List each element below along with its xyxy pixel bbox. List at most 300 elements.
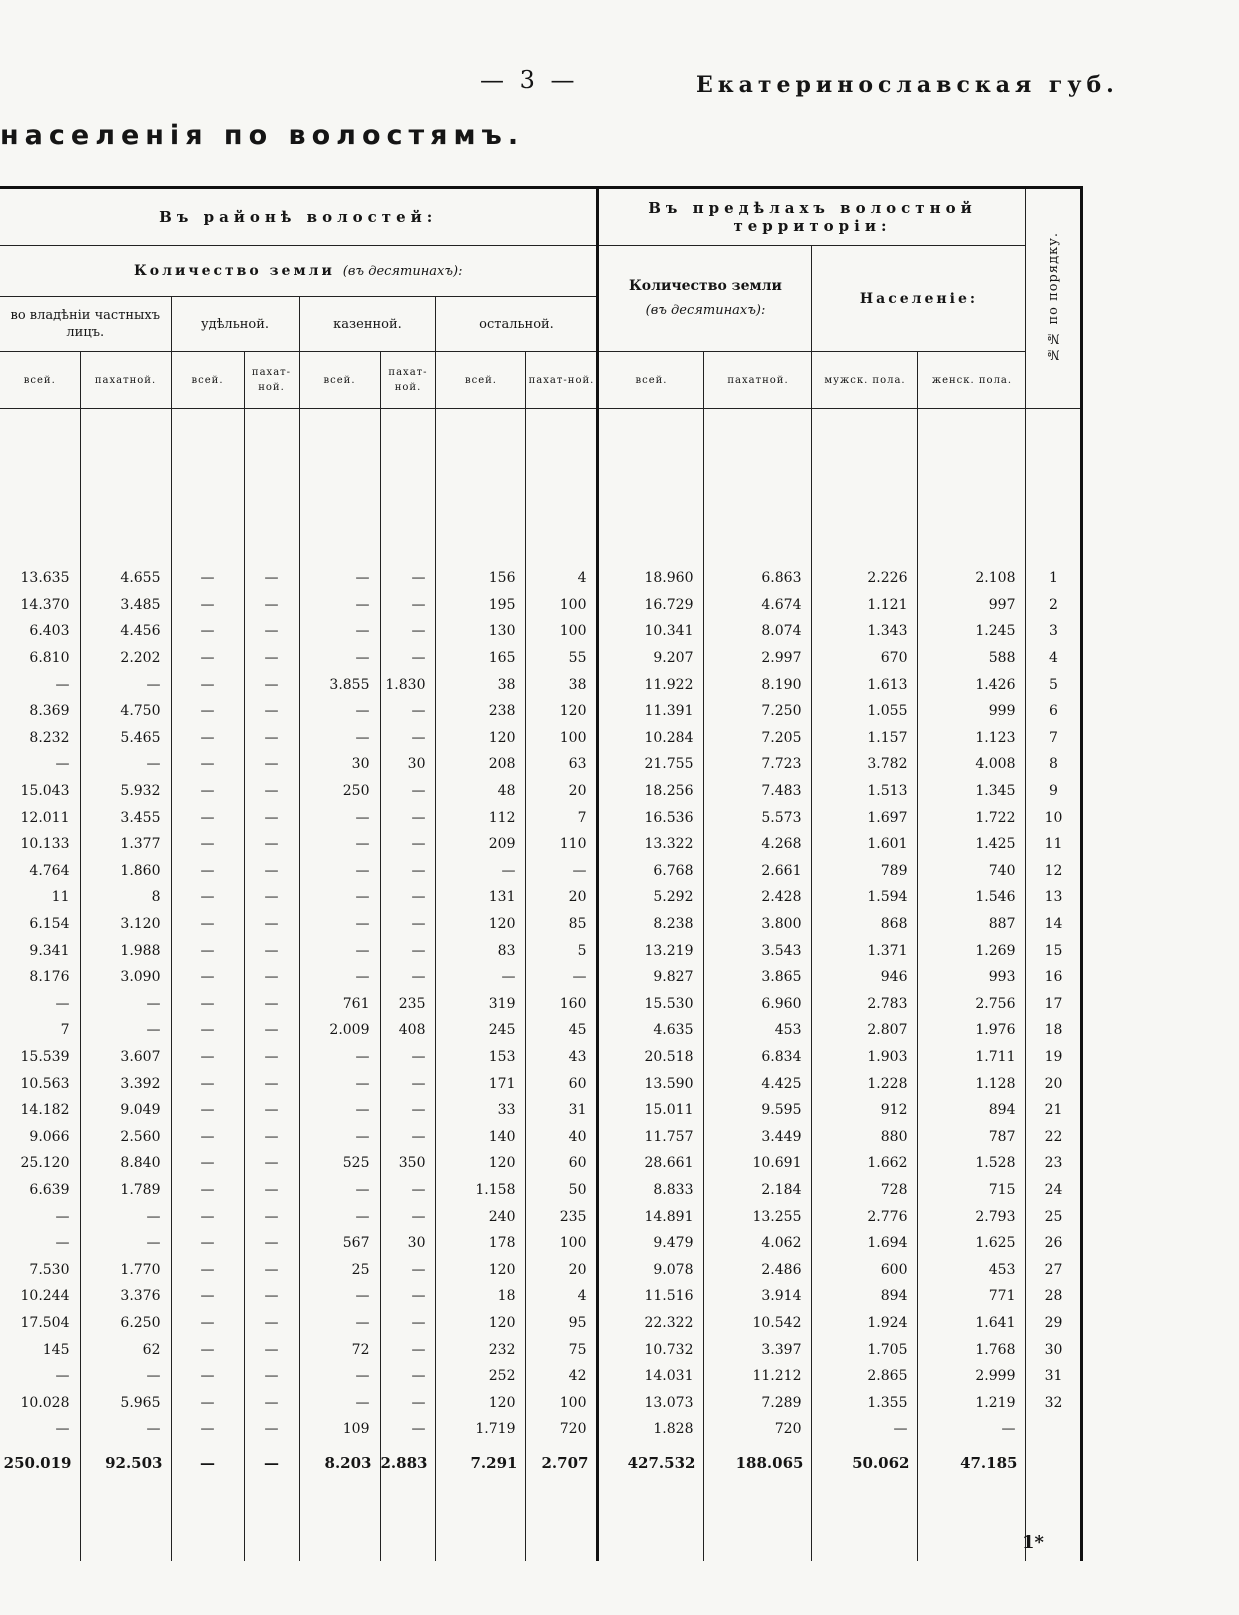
table-cell: 1.128 <box>918 1070 1026 1097</box>
table-cell: 1.377 <box>80 831 171 858</box>
table-cell: 50.062 <box>812 1443 918 1483</box>
table-row <box>0 645 1082 672</box>
table-cell: — <box>171 698 244 725</box>
table-cell: 9.049 <box>80 1097 171 1124</box>
table-cell: — <box>171 1283 244 1310</box>
table-cell: — <box>244 1416 299 1443</box>
table-cell: 11.757 <box>598 1123 704 1150</box>
order-cell: 31 <box>1026 1363 1082 1390</box>
table-cell: — <box>380 1310 436 1337</box>
table-cell: 1.123 <box>918 725 1026 752</box>
order-cell: 29 <box>1026 1310 1082 1337</box>
table-cell: 33 <box>436 1097 526 1124</box>
table-cell: — <box>299 645 380 672</box>
table-cell: 153 <box>436 1044 526 1071</box>
table-cell: 120 <box>436 911 526 938</box>
table-cell: 5 <box>526 937 598 964</box>
table-cell: — <box>299 1177 380 1204</box>
table-cell: 95 <box>526 1310 598 1337</box>
table-cell: — <box>380 858 436 885</box>
table-cell: 6.960 <box>704 991 812 1018</box>
table-cell: — <box>380 1097 436 1124</box>
table-cell: 1.625 <box>918 1230 1026 1257</box>
order-cell: 27 <box>1026 1256 1082 1283</box>
table-cell: 38 <box>436 671 526 698</box>
table-cell: 100 <box>526 592 598 619</box>
table-cell: — <box>171 858 244 885</box>
table-cell: — <box>812 1416 918 1443</box>
sub-heading: всей. <box>436 352 526 409</box>
table-cell: 7.530 <box>29 1261 70 1278</box>
table-cell: 100 <box>526 618 598 645</box>
table-cell: 85 <box>526 911 598 938</box>
table-cell: — <box>244 592 299 619</box>
table-cell: — <box>380 645 436 672</box>
table-cell: 131 <box>436 884 526 911</box>
order-number-heading: №№ по порядку. <box>1026 188 1082 409</box>
table-row <box>0 1310 1082 1337</box>
table-cell: — <box>299 725 380 752</box>
table-cell: 3.855 <box>299 671 380 698</box>
table-cell: 9.479 <box>598 1230 704 1257</box>
table-cell: 120 <box>436 1256 526 1283</box>
table-cell: 4 <box>526 1283 598 1310</box>
table-cell: 156 <box>436 565 526 592</box>
table-cell: — <box>80 671 171 698</box>
table-cell: 15.539 <box>20 1048 70 1065</box>
order-cell: 14 <box>1026 911 1082 938</box>
table-cell: 1.601 <box>812 831 918 858</box>
table-cell: — <box>171 804 244 831</box>
table-cell: 1.924 <box>812 1310 918 1337</box>
table-cell: — <box>299 964 380 991</box>
table-cell: 7.205 <box>704 725 812 752</box>
table-cell: 2.865 <box>812 1363 918 1390</box>
table-cell: 1.371 <box>812 937 918 964</box>
table-cell: — <box>526 964 598 991</box>
table-cell: 1.722 <box>918 804 1026 831</box>
table-cell: — <box>244 858 299 885</box>
table-cell: 9.341 <box>29 942 70 959</box>
table-cell: 715 <box>918 1177 1026 1204</box>
table-cell: 8 <box>80 884 171 911</box>
table-cell: 100 <box>526 1389 598 1416</box>
table-cell: — <box>80 1416 171 1443</box>
table-cell: — <box>171 1150 244 1177</box>
table-cell: — <box>171 1336 244 1363</box>
table-cell: — <box>299 618 380 645</box>
table-cell: — <box>171 1203 244 1230</box>
table-cell: 109 <box>299 1416 380 1443</box>
table-cell: — <box>244 1310 299 1337</box>
table-cell: 3.397 <box>704 1336 812 1363</box>
table-cell: 8.238 <box>598 911 704 938</box>
table-cell: — <box>244 1097 299 1124</box>
table-cell: 235 <box>380 991 436 1018</box>
table-cell: 2.009 <box>299 1017 380 1044</box>
order-cell: 4 <box>1026 645 1082 672</box>
table-cell: 10.244 <box>20 1288 70 1305</box>
table-cell: 1.641 <box>918 1310 1026 1337</box>
table-cell: 1.662 <box>812 1150 918 1177</box>
table-cell: — <box>299 1044 380 1071</box>
table-cell: — <box>299 698 380 725</box>
table-cell: 7 <box>60 1022 70 1039</box>
table-cell: — <box>171 1416 244 1443</box>
table-cell: — <box>55 756 70 773</box>
table-row <box>0 1203 1082 1230</box>
table-cell: — <box>171 1310 244 1337</box>
table-cell: — <box>299 1203 380 1230</box>
table-cell: 18 <box>436 1283 526 1310</box>
table-cell: 1.546 <box>918 884 1026 911</box>
totals-row <box>0 1443 1082 1483</box>
table-cell: 427.532 <box>598 1443 704 1483</box>
table-row <box>0 1070 1082 1097</box>
table-cell: 11.212 <box>704 1363 812 1390</box>
table-row <box>0 565 1082 592</box>
table-cell: 100 <box>526 1230 598 1257</box>
table-cell: — <box>171 645 244 672</box>
table-cell: — <box>171 725 244 752</box>
table-cell: 2.428 <box>704 884 812 911</box>
sub-heading: женск. пола. <box>918 352 1026 409</box>
table-cell: 7.250 <box>704 698 812 725</box>
table-cell: 9.595 <box>704 1097 812 1124</box>
order-cell: 12 <box>1026 858 1082 885</box>
table-cell: — <box>80 751 171 778</box>
order-cell: 15 <box>1026 937 1082 964</box>
table-cell: 1.513 <box>812 778 918 805</box>
land-right-heading: Количество земли (въ десятинахъ): <box>598 246 812 352</box>
table-cell: — <box>171 911 244 938</box>
table-cell: — <box>80 1230 171 1257</box>
table-cell: — <box>171 1070 244 1097</box>
table-cell: 15.043 <box>20 783 70 800</box>
table-cell: 6.250 <box>80 1310 171 1337</box>
table-cell: 1.345 <box>918 778 1026 805</box>
order-cell: 5 <box>1026 671 1082 698</box>
table-cell: 7 <box>526 804 598 831</box>
table-cell: — <box>244 725 299 752</box>
table-cell: 1.425 <box>918 831 1026 858</box>
table-cell: 250 <box>299 778 380 805</box>
table-cell: — <box>244 911 299 938</box>
table-cell: 140 <box>436 1123 526 1150</box>
table-cell: 1.228 <box>812 1070 918 1097</box>
table-cell: — <box>380 1416 436 1443</box>
land-left-heading: Количество земли (въ десятинахъ): <box>0 246 598 297</box>
table-cell: — <box>299 592 380 619</box>
table-cell: — <box>380 565 436 592</box>
table-cell: — <box>244 1283 299 1310</box>
table-cell: 720 <box>526 1416 598 1443</box>
table-cell: 6.768 <box>598 858 704 885</box>
table-cell: 319 <box>436 991 526 1018</box>
table-cell: 45 <box>526 1017 598 1044</box>
table-cell: 92.503 <box>80 1443 171 1483</box>
table-cell: 8.369 <box>29 703 70 720</box>
table-cell: 761 <box>299 991 380 1018</box>
table-cell: 3.376 <box>80 1283 171 1310</box>
table-cell: — <box>380 1123 436 1150</box>
table-row <box>0 1150 1082 1177</box>
table-cell: 10.732 <box>598 1336 704 1363</box>
table-cell: — <box>380 911 436 938</box>
sub-heading: всей. <box>0 352 80 409</box>
table-cell: 728 <box>812 1177 918 1204</box>
sub-heading: пахатной. <box>80 352 171 409</box>
table-cell: 7.291 <box>436 1443 526 1483</box>
table-cell: 5.292 <box>598 884 704 911</box>
table-cell: 3.392 <box>80 1070 171 1097</box>
table-cell: — <box>80 991 171 1018</box>
table-cell: 20 <box>526 778 598 805</box>
table-cell: 235 <box>526 1203 598 1230</box>
table-cell: 4.750 <box>80 698 171 725</box>
table-cell: 3.543 <box>704 937 812 964</box>
table-row <box>0 698 1082 725</box>
table-row <box>0 1389 1082 1416</box>
table-cell: 2.883 <box>380 1443 436 1483</box>
table-row <box>0 991 1082 1018</box>
table-cell: — <box>244 671 299 698</box>
table-cell: 72 <box>299 1336 380 1363</box>
table-cell: 771 <box>918 1283 1026 1310</box>
order-cell: 7 <box>1026 725 1082 752</box>
order-cell: 9 <box>1026 778 1082 805</box>
sub-heading: всей. <box>299 352 380 409</box>
table-row <box>0 937 1082 964</box>
table-cell: 1.158 <box>436 1177 526 1204</box>
table-cell: 145 <box>42 1341 70 1358</box>
table-cell: 1.770 <box>80 1256 171 1283</box>
table-cell: 2.184 <box>704 1177 812 1204</box>
order-cell <box>1026 1443 1082 1483</box>
table-cell: 120 <box>436 1389 526 1416</box>
table-cell: 2.999 <box>918 1363 1026 1390</box>
table-cell: 453 <box>704 1017 812 1044</box>
table-cell: 9.207 <box>598 645 704 672</box>
table-cell: — <box>244 831 299 858</box>
table-cell: — <box>380 1283 436 1310</box>
table-cell: 9.827 <box>598 964 704 991</box>
table-cell: 525 <box>299 1150 380 1177</box>
table-cell: 2.108 <box>918 565 1026 592</box>
table-cell: 195 <box>436 592 526 619</box>
table-cell: 2.807 <box>812 1017 918 1044</box>
table-cell: 7.483 <box>704 778 812 805</box>
order-cell: 24 <box>1026 1177 1082 1204</box>
table-cell: 42 <box>526 1363 598 1390</box>
table-cell: 232 <box>436 1336 526 1363</box>
table-row <box>0 778 1082 805</box>
table-cell: 43 <box>526 1044 598 1071</box>
table-cell: 1.055 <box>812 698 918 725</box>
table-cell: 20 <box>526 1256 598 1283</box>
table-cell: 1.976 <box>918 1017 1026 1044</box>
table-cell: 25 <box>299 1256 380 1283</box>
table-cell: — <box>55 1368 70 1385</box>
table-row <box>0 1416 1082 1443</box>
table-cell: 100 <box>526 725 598 752</box>
governorate-header: Екатеринославская губ. <box>696 72 1119 98</box>
table-cell: 9.066 <box>29 1128 70 1145</box>
table-cell: 4.456 <box>80 618 171 645</box>
table-cell: 252 <box>436 1363 526 1390</box>
table-cell: 8.232 <box>29 729 70 746</box>
table-cell: — <box>171 991 244 1018</box>
table-cell: 789 <box>812 858 918 885</box>
table-cell: 9.078 <box>598 1256 704 1283</box>
table-cell: — <box>526 858 598 885</box>
table-cell: 894 <box>812 1283 918 1310</box>
table-cell: — <box>380 725 436 752</box>
statistics-table <box>0 186 1083 1561</box>
table-row <box>0 618 1082 645</box>
table-cell: 1.719 <box>436 1416 526 1443</box>
table-cell: 6.863 <box>704 565 812 592</box>
sub-heading: пахатной. <box>704 352 812 409</box>
table-cell: 2.661 <box>704 858 812 885</box>
table-cell: 20 <box>526 884 598 911</box>
category-private: во владѣніи частныхъ лицъ. <box>0 297 171 352</box>
table-cell: — <box>244 1070 299 1097</box>
table-cell: 868 <box>812 911 918 938</box>
footnote-mark: 1* <box>1022 1532 1044 1553</box>
table-cell: 83 <box>436 937 526 964</box>
table-cell: 3.455 <box>80 804 171 831</box>
table-cell: — <box>244 1017 299 1044</box>
table-cell: 3.782 <box>812 751 918 778</box>
table-row <box>0 1363 1082 1390</box>
table-cell: — <box>299 884 380 911</box>
table-cell: 12.011 <box>20 809 70 826</box>
table-row <box>0 804 1082 831</box>
category-kazen: казенной. <box>299 297 436 352</box>
table-cell: 16.729 <box>598 592 704 619</box>
table-cell: — <box>244 804 299 831</box>
table-row <box>0 671 1082 698</box>
table-cell: 8.176 <box>29 969 70 986</box>
group-left-heading: Въ районѣ волостей: <box>0 188 598 246</box>
table-cell: — <box>380 1256 436 1283</box>
table-cell: 30 <box>380 1230 436 1257</box>
table-cell: — <box>299 1123 380 1150</box>
table-cell: 3.800 <box>704 911 812 938</box>
order-cell: 3 <box>1026 618 1082 645</box>
table-cell: 5.965 <box>80 1389 171 1416</box>
order-cell: 2 <box>1026 592 1082 619</box>
table-cell: 14.182 <box>20 1102 70 1119</box>
table-cell: 8.833 <box>598 1177 704 1204</box>
table-cell: 75 <box>526 1336 598 1363</box>
table-cell: 4.062 <box>704 1230 812 1257</box>
table-cell: — <box>436 858 526 885</box>
table-cell: — <box>171 964 244 991</box>
table-cell: 10.563 <box>20 1075 70 1092</box>
table-cell: 3.449 <box>704 1123 812 1150</box>
table-cell: — <box>918 1416 1026 1443</box>
table-row <box>0 1336 1082 1363</box>
table-cell: 2.486 <box>704 1256 812 1283</box>
table-cell: 120 <box>436 1310 526 1337</box>
table-cell: 997 <box>918 592 1026 619</box>
table-cell: — <box>244 1230 299 1257</box>
table-cell: 5.465 <box>80 725 171 752</box>
table-cell: 1.711 <box>918 1044 1026 1071</box>
table-cell: — <box>436 964 526 991</box>
table-cell: 4.764 <box>29 862 70 879</box>
table-cell: 15.530 <box>598 991 704 1018</box>
table-cell: 25.120 <box>20 1155 70 1172</box>
sub-heading: пахат-ной. <box>380 352 436 409</box>
table-cell: — <box>244 1443 299 1483</box>
sub-heading: всей. <box>598 352 704 409</box>
table-cell: — <box>299 1070 380 1097</box>
table-cell: 14.370 <box>20 596 70 613</box>
table-cell: — <box>171 1123 244 1150</box>
table-row <box>0 1123 1082 1150</box>
table-cell: 4.655 <box>80 565 171 592</box>
table-row <box>0 858 1082 885</box>
table-cell: 11.516 <box>598 1283 704 1310</box>
table-cell: 171 <box>436 1070 526 1097</box>
order-cell: 25 <box>1026 1203 1082 1230</box>
table-cell: 245 <box>436 1017 526 1044</box>
table-cell: — <box>171 1044 244 1071</box>
order-cell: 18 <box>1026 1017 1082 1044</box>
table-cell: 16.536 <box>598 804 704 831</box>
table-row <box>0 725 1082 752</box>
table-cell: 8.840 <box>80 1150 171 1177</box>
table-cell: 1.343 <box>812 618 918 645</box>
table-row <box>0 1256 1082 1283</box>
table-cell: — <box>171 884 244 911</box>
table-cell: — <box>299 565 380 592</box>
table-cell: 2.783 <box>812 991 918 1018</box>
table-cell: — <box>299 1389 380 1416</box>
table-cell: 10.542 <box>704 1310 812 1337</box>
table-row <box>0 911 1082 938</box>
table-cell: — <box>244 751 299 778</box>
table-cell: 240 <box>436 1203 526 1230</box>
table-cell: 13.073 <box>598 1389 704 1416</box>
table-cell: 8.074 <box>704 618 812 645</box>
table-cell: 18.960 <box>598 565 704 592</box>
table-cell: 30 <box>380 751 436 778</box>
table-cell: 31 <box>526 1097 598 1124</box>
order-cell: 11 <box>1026 831 1082 858</box>
table-cell: 1.355 <box>812 1389 918 1416</box>
table-cell: 787 <box>918 1123 1026 1150</box>
order-cell: 10 <box>1026 804 1082 831</box>
table-cell: 21.755 <box>598 751 704 778</box>
table-cell: 600 <box>812 1256 918 1283</box>
order-cell: 30 <box>1026 1336 1082 1363</box>
table-cell: — <box>244 565 299 592</box>
table-row <box>0 1097 1082 1124</box>
table-cell: — <box>380 884 436 911</box>
order-cell: 19 <box>1026 1044 1082 1071</box>
table-cell: — <box>244 698 299 725</box>
table-cell: — <box>80 1363 171 1390</box>
table-cell: 1.245 <box>918 618 1026 645</box>
table-cell: — <box>171 1017 244 1044</box>
table-cell: 14.031 <box>598 1363 704 1390</box>
table-cell: 1.860 <box>80 858 171 885</box>
table-cell: 38 <box>526 671 598 698</box>
